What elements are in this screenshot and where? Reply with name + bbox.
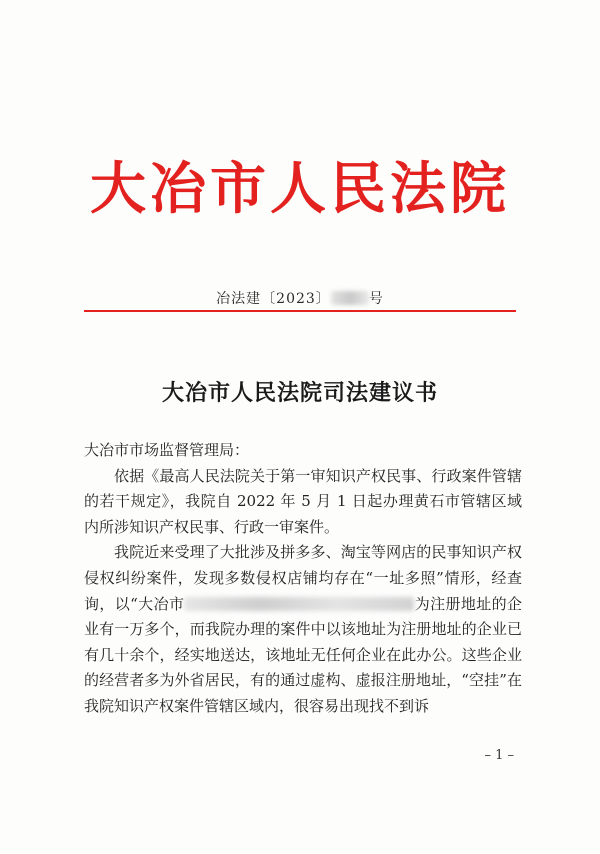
page-number: – 1 – [484, 748, 514, 763]
document-number-prefix: 冶法建〔2023〕 [216, 291, 331, 307]
salutation: 大冶市市场监督管理局： [84, 441, 250, 459]
document-number [0, 288, 600, 308]
redacted-number [331, 291, 369, 305]
document-body [84, 438, 522, 720]
document-number-suffix: 号 [368, 291, 384, 307]
red-separator-line [84, 310, 516, 312]
org-header: 大冶市人民法院 [90, 157, 510, 222]
document-title: 大冶市人民法院司法建议书 [161, 380, 438, 406]
paragraph-2-part-a: 我院近来受理了大批涉及拼多多、淘宝等网店的民事知识产权侵权纠纷案件，发现多数侵权店铺均存在“一址多照”情形，经查询，以“大冶市 [84, 543, 522, 613]
paragraph-1: 依据《最高人民法院关于第一审知识产权民事、行政案件管辖的若干规定》，我院自 2022 年 5 月 1 日起办理黄石市管辖区域内所涉知识产权民事、行政一审案件。 [84, 466, 522, 536]
page-number-value: 1 [495, 748, 504, 763]
paragraph-2 [84, 540, 522, 719]
paragraph-2-part-b: 为注册地址的企业有一万多个，而我院办理的案件中以该地址为注册地址的企业已有几十余个，经实地送达，该地址无任何企业在此办公。这些企业的经营者多为外省居民，有的通过虚构、虚报注册地址，“空挂”在我院知识产权案件管辖区域内，很容易出现找不到诉 [84, 594, 522, 715]
redacted-address [184, 597, 414, 611]
